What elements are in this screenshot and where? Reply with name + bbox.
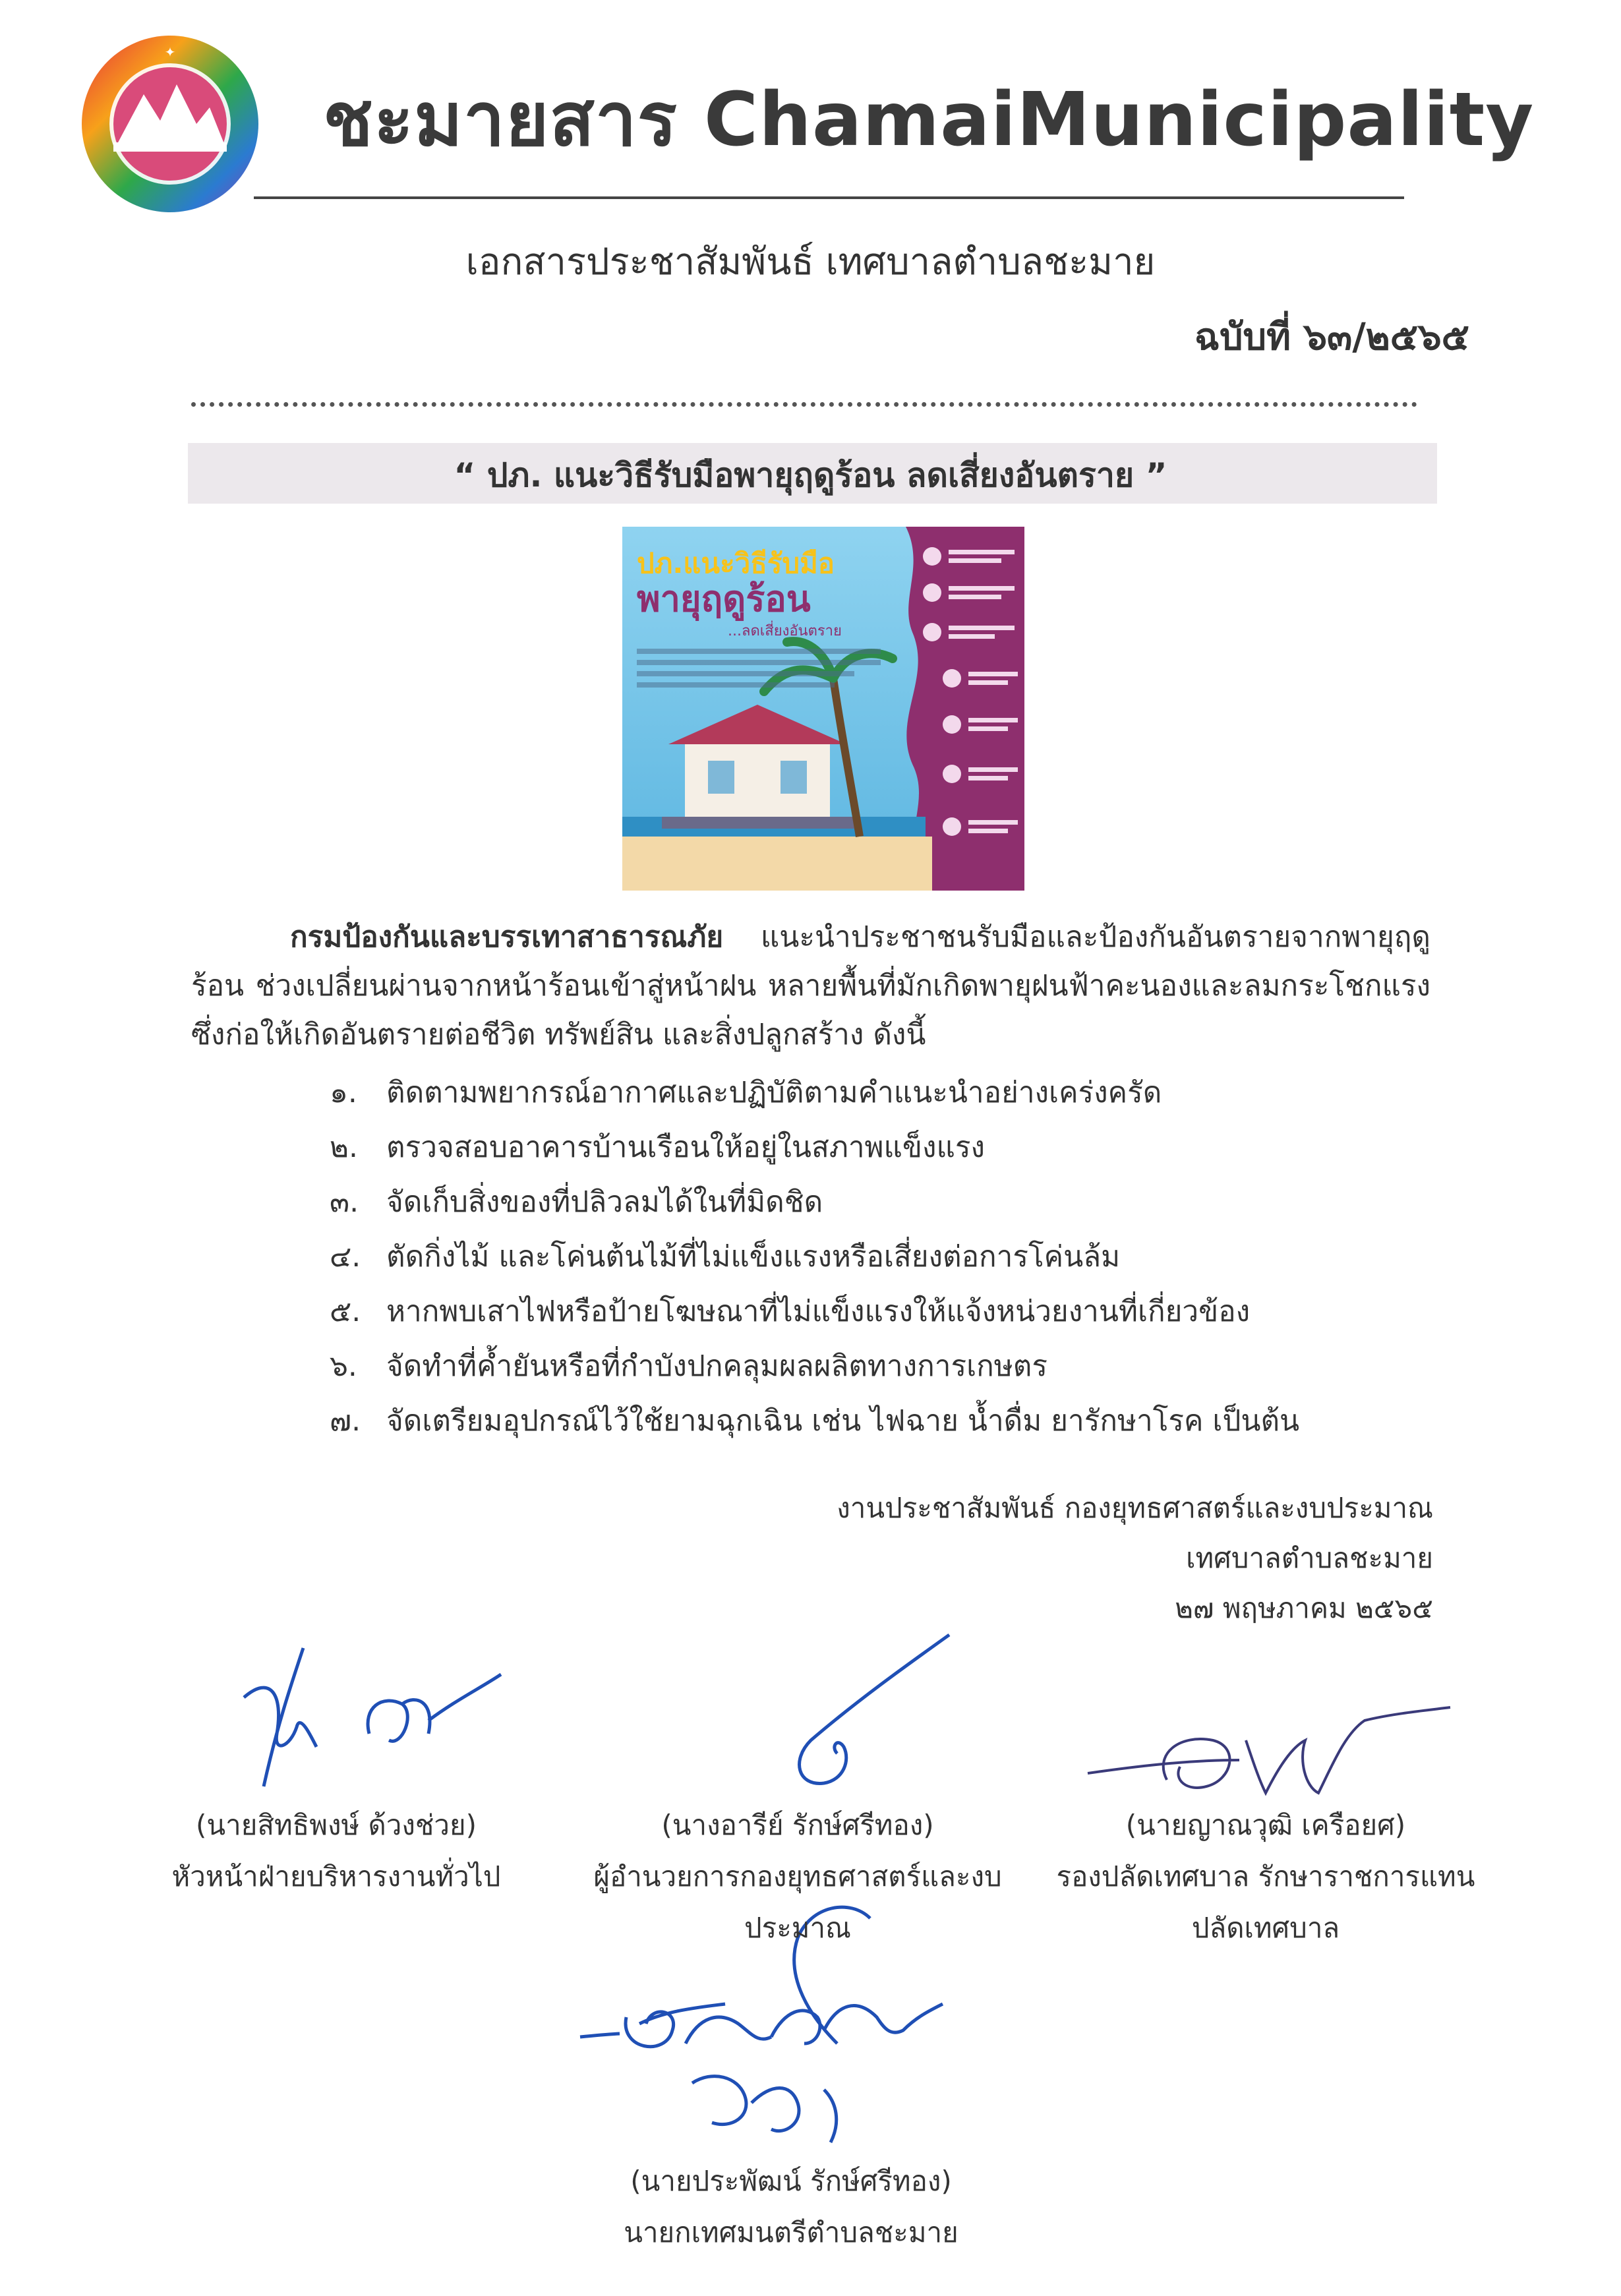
municipality-logo — [78, 32, 262, 216]
issue-date: ๒๗ พฤษภาคม ๒๕๖๕ — [1175, 1592, 1433, 1624]
signatory-2-position: ผู้อำนวยการกองยุทธศาสตร์และงบประมาณ — [593, 1860, 1002, 1944]
signatory-3 — [1042, 1800, 1490, 1954]
signatory-3-position: รองปลัดเทศบาล รักษาราชการแทน — [1056, 1860, 1475, 1893]
newsletter-title: ชะมายสาร ChamaiMunicipality — [323, 77, 1535, 163]
signature-2-mark — [738, 1628, 962, 1800]
signature-3-mark — [1081, 1694, 1457, 1813]
signatory-4-name: (นายประพัฒน์ รักษ์ศรีทอง) — [630, 2165, 952, 2197]
list-item: ๗. จัดเตรียมอุปกรณ์ไว้ใช้ยามฉุกเฉิน เช่น ไฟฉาย น้ำดื่ม ยารักษาโรค เป็นต้น — [330, 1404, 1300, 1438]
issuer-block — [837, 1483, 1433, 1634]
advice-list — [330, 1069, 1450, 1452]
body-text: แนะนำประชาชนรับมือและป้องกันอันตรายจากพายุฤดูร้อน ช่วงเปลี่ยนผ่านจากหน้าร้อนเข้าสู่หน้าฝน หลายพื้นที่มักเกิดพายุฝนฟ้าคะนองและลมกระโชกแรง ซึ่งก่อให้เกิดอันตรายต่อชีวิต ทรัพย์สิน และสิ่งปลูกสร้าง ดังนี้ — [191, 920, 1430, 1051]
signatory-4 — [547, 2156, 1035, 2258]
headline: “ ปภ. แนะวิธีรับมือพายุฤดูร้อน ลดเสี่ยงอันตราย ” — [454, 456, 1167, 494]
poster-title-line1: ปภ.แนะวิธีรับมือ — [637, 547, 835, 579]
list-item: ๕. หากพบเสาไฟหรือป้ายโฆษณาที่ไม่แข็งแรงให้แจ้งหน่วยงานที่เกี่ยวข้อง — [330, 1295, 1251, 1328]
poster-image — [622, 527, 1024, 891]
document-subtitle: เอกสารประชาสัมพันธ์ เทศบาลตำบลชะมาย — [465, 241, 1156, 283]
signatory-1-name: (นายสิทธิพงษ์ ด้วงช่วย) — [196, 1809, 477, 1841]
signatory-1 — [165, 1800, 508, 1902]
issue-number: ฉบับที่ ๖๓/๒๕๖๕ — [1194, 316, 1469, 359]
list-item: ๒. ตรวจสอบอาคารบ้านเรือนให้อยู่ในสภาพแข็งแรง — [330, 1131, 985, 1164]
dotted-divider — [191, 402, 1417, 407]
list-item: ๓. จัดเก็บสิ่งของที่ปลิวลมได้ในที่มิดชิด — [330, 1185, 823, 1219]
list-item: ๑. ติดตามพยากรณ์อากาศและปฏิบัติตามคำแนะนำอย่างเคร่งครัด — [330, 1076, 1162, 1109]
body-lead: กรมป้องกันและบรรเทาสาธารณภัย — [290, 920, 724, 954]
signatory-2-name: (นางอารีย์ รักษ์ศรีทอง) — [661, 1809, 934, 1841]
body-paragraph — [191, 913, 1430, 1059]
signatory-2 — [541, 1800, 1055, 1954]
svg-text:✦: ✦ — [164, 44, 176, 60]
list-item: ๖. จัดทำที่ค้ำยันหรือที่กำบังปกคลุมผลผลิตทางการเกษตร — [330, 1349, 1047, 1383]
signatory-3-position-2: ปลัดเทศบาล — [1191, 1912, 1340, 1944]
signatory-1-position: หัวหน้าฝ่ายบริหารงานทั่วไป — [171, 1860, 501, 1893]
list-item: ๔. ตัดกิ่งไม้ และโค่นต้นไม้ที่ไม่แข็งแรงหรือเสี่ยงต่อการโค่นล้ม — [330, 1240, 1121, 1274]
signature-1-mark — [218, 1635, 508, 1800]
signatory-3-name: (นายญาณวุฒิ เครือยศ) — [1125, 1809, 1406, 1841]
poster-title-line3: ...ลดเสี่ยงอันตราย — [728, 623, 842, 639]
issuer-line1: งานประชาสัมพันธ์ กองยุทธศาสตร์และงบประมาณ — [837, 1492, 1433, 1524]
signatory-4-position: นายกเทศมนตรีตำบลชะมาย — [624, 2216, 958, 2249]
issuer-line2: เทศบาลตำบลชะมาย — [1186, 1542, 1433, 1574]
poster-title-line2: พายุฤดูร้อน — [637, 578, 811, 620]
header-rule — [254, 196, 1404, 199]
